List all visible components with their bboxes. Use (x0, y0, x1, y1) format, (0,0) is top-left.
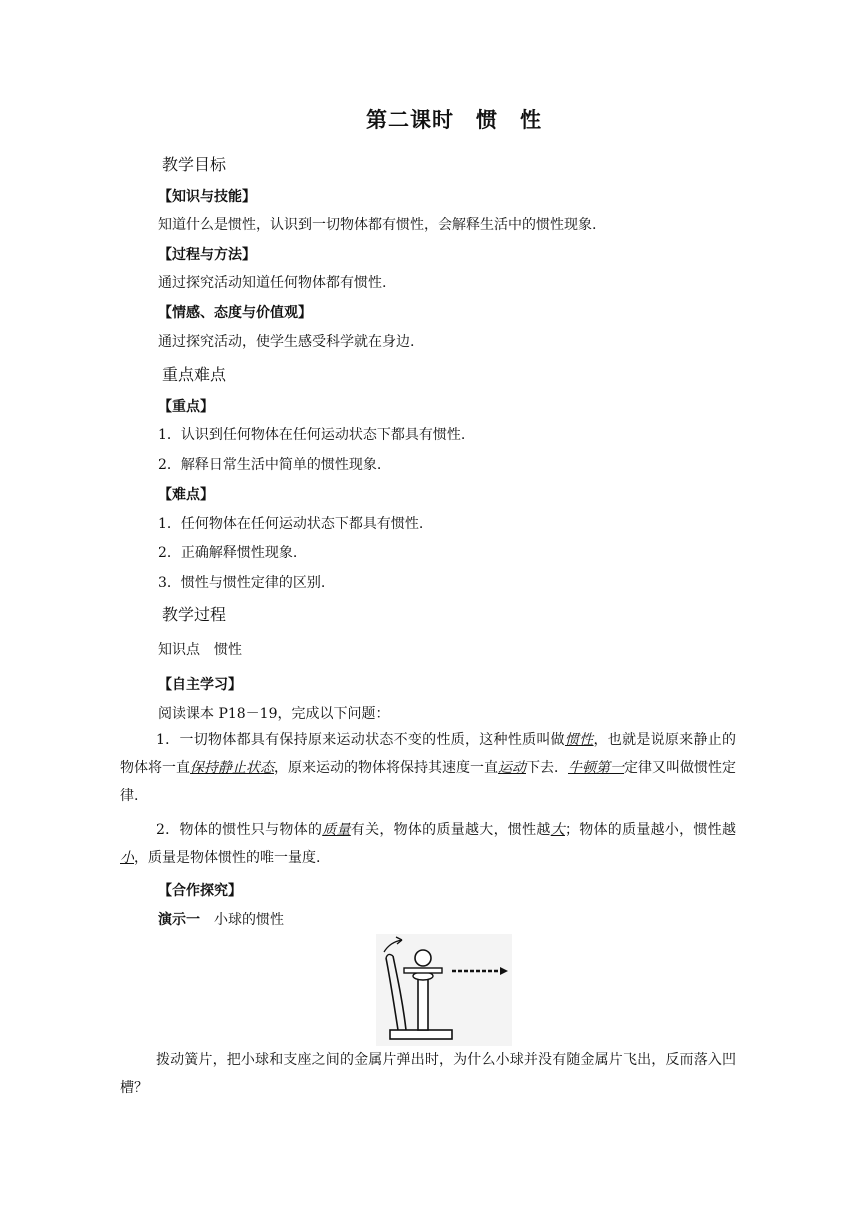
heading-process-methods: 【过程与方法】 (158, 247, 256, 263)
inertia-apparatus-figure (376, 934, 512, 1046)
q2-text-a: 2．物体的惯性只与物体的 (156, 822, 323, 838)
demo-label: 演示一 (158, 912, 200, 928)
heading-teaching-process: 教学过程 (162, 605, 227, 624)
q1-answer-motion: 运动 (498, 760, 526, 776)
q1-answer-newton: 牛顿第一 (568, 760, 624, 776)
q2-text-e: ；物体的质量越小，惯性越 (564, 822, 737, 838)
q1-text-a: 1．一切物体都具有保持原来运动状态不变的性质，这种性质叫做 (156, 732, 565, 748)
heading-knowledge-point: 知识点 惯性 (158, 642, 242, 658)
demo-title: 小球的惯性 (200, 912, 284, 928)
page-title: 第二课时 惯 性 (366, 108, 542, 132)
text-emotion-values: 通过探究活动，使学生感受科学就在身边. (158, 334, 415, 350)
heading-knowledge-skills: 【知识与技能】 (158, 189, 256, 205)
heading-key-points: 【重点】 (158, 399, 214, 415)
difficult-point-2: 2．正确解释惯性现象. (158, 545, 298, 561)
q1-text-i: 定律又叫做惯性定律. (120, 760, 736, 804)
q2-text-g: ，质量是物体惯性的唯一量度. (134, 850, 321, 866)
heading-cooperative-inquiry: 【合作探究】 (158, 883, 242, 899)
heading-key-difficult: 重点难点 (162, 365, 227, 384)
question-1 (120, 726, 736, 810)
difficult-point-1: 1．任何物体在任何运动状态下都具有惯性. (158, 516, 424, 532)
q2-answer-small: 小 (120, 850, 134, 866)
q2-answer-mass: 质量 (322, 822, 351, 838)
q2-text-c: 有关，物体的质量越大，惯性越 (350, 822, 551, 838)
heading-emotion-values: 【情感、态度与价值观】 (158, 305, 312, 321)
self-study-intro: 阅读课本 P18－19，完成以下问题： (158, 706, 390, 722)
question-2 (120, 816, 736, 872)
q1-text-g: 下去． (526, 760, 568, 776)
q1-text-e: ，原来运动的物体将保持其速度一直 (274, 760, 498, 776)
difficult-point-3: 3．惯性与惯性定律的区别. (158, 575, 326, 591)
text-process-methods: 通过探究活动知道任何物体都有惯性. (158, 275, 387, 291)
q2-answer-large: 大 (550, 822, 565, 838)
key-point-1: 1．认识到任何物体在任何运动状态下都具有惯性. (158, 427, 466, 443)
demo-1-heading (158, 909, 284, 929)
heading-teaching-goals: 教学目标 (162, 155, 227, 174)
q1-text-c: ，也就是说原来静止的物体将一直 (120, 732, 737, 776)
q1-answer-inertia: 惯性 (564, 732, 594, 748)
heading-self-study: 【自主学习】 (158, 677, 242, 693)
demo-question: 拨动簧片，把小球和支座之间的金属片弹出时，为什么小球并没有随金属片飞出，反而落入凹槽？ (120, 1052, 736, 1096)
key-point-2: 2．解释日常生活中简单的惯性现象. (158, 457, 382, 473)
text-knowledge-skills: 知道什么是惯性，认识到一切物体都有惯性，会解释生活中的惯性现象. (158, 217, 597, 233)
heading-difficult-points: 【难点】 (158, 487, 214, 503)
q1-answer-rest: 保持静止状态 (190, 760, 274, 776)
